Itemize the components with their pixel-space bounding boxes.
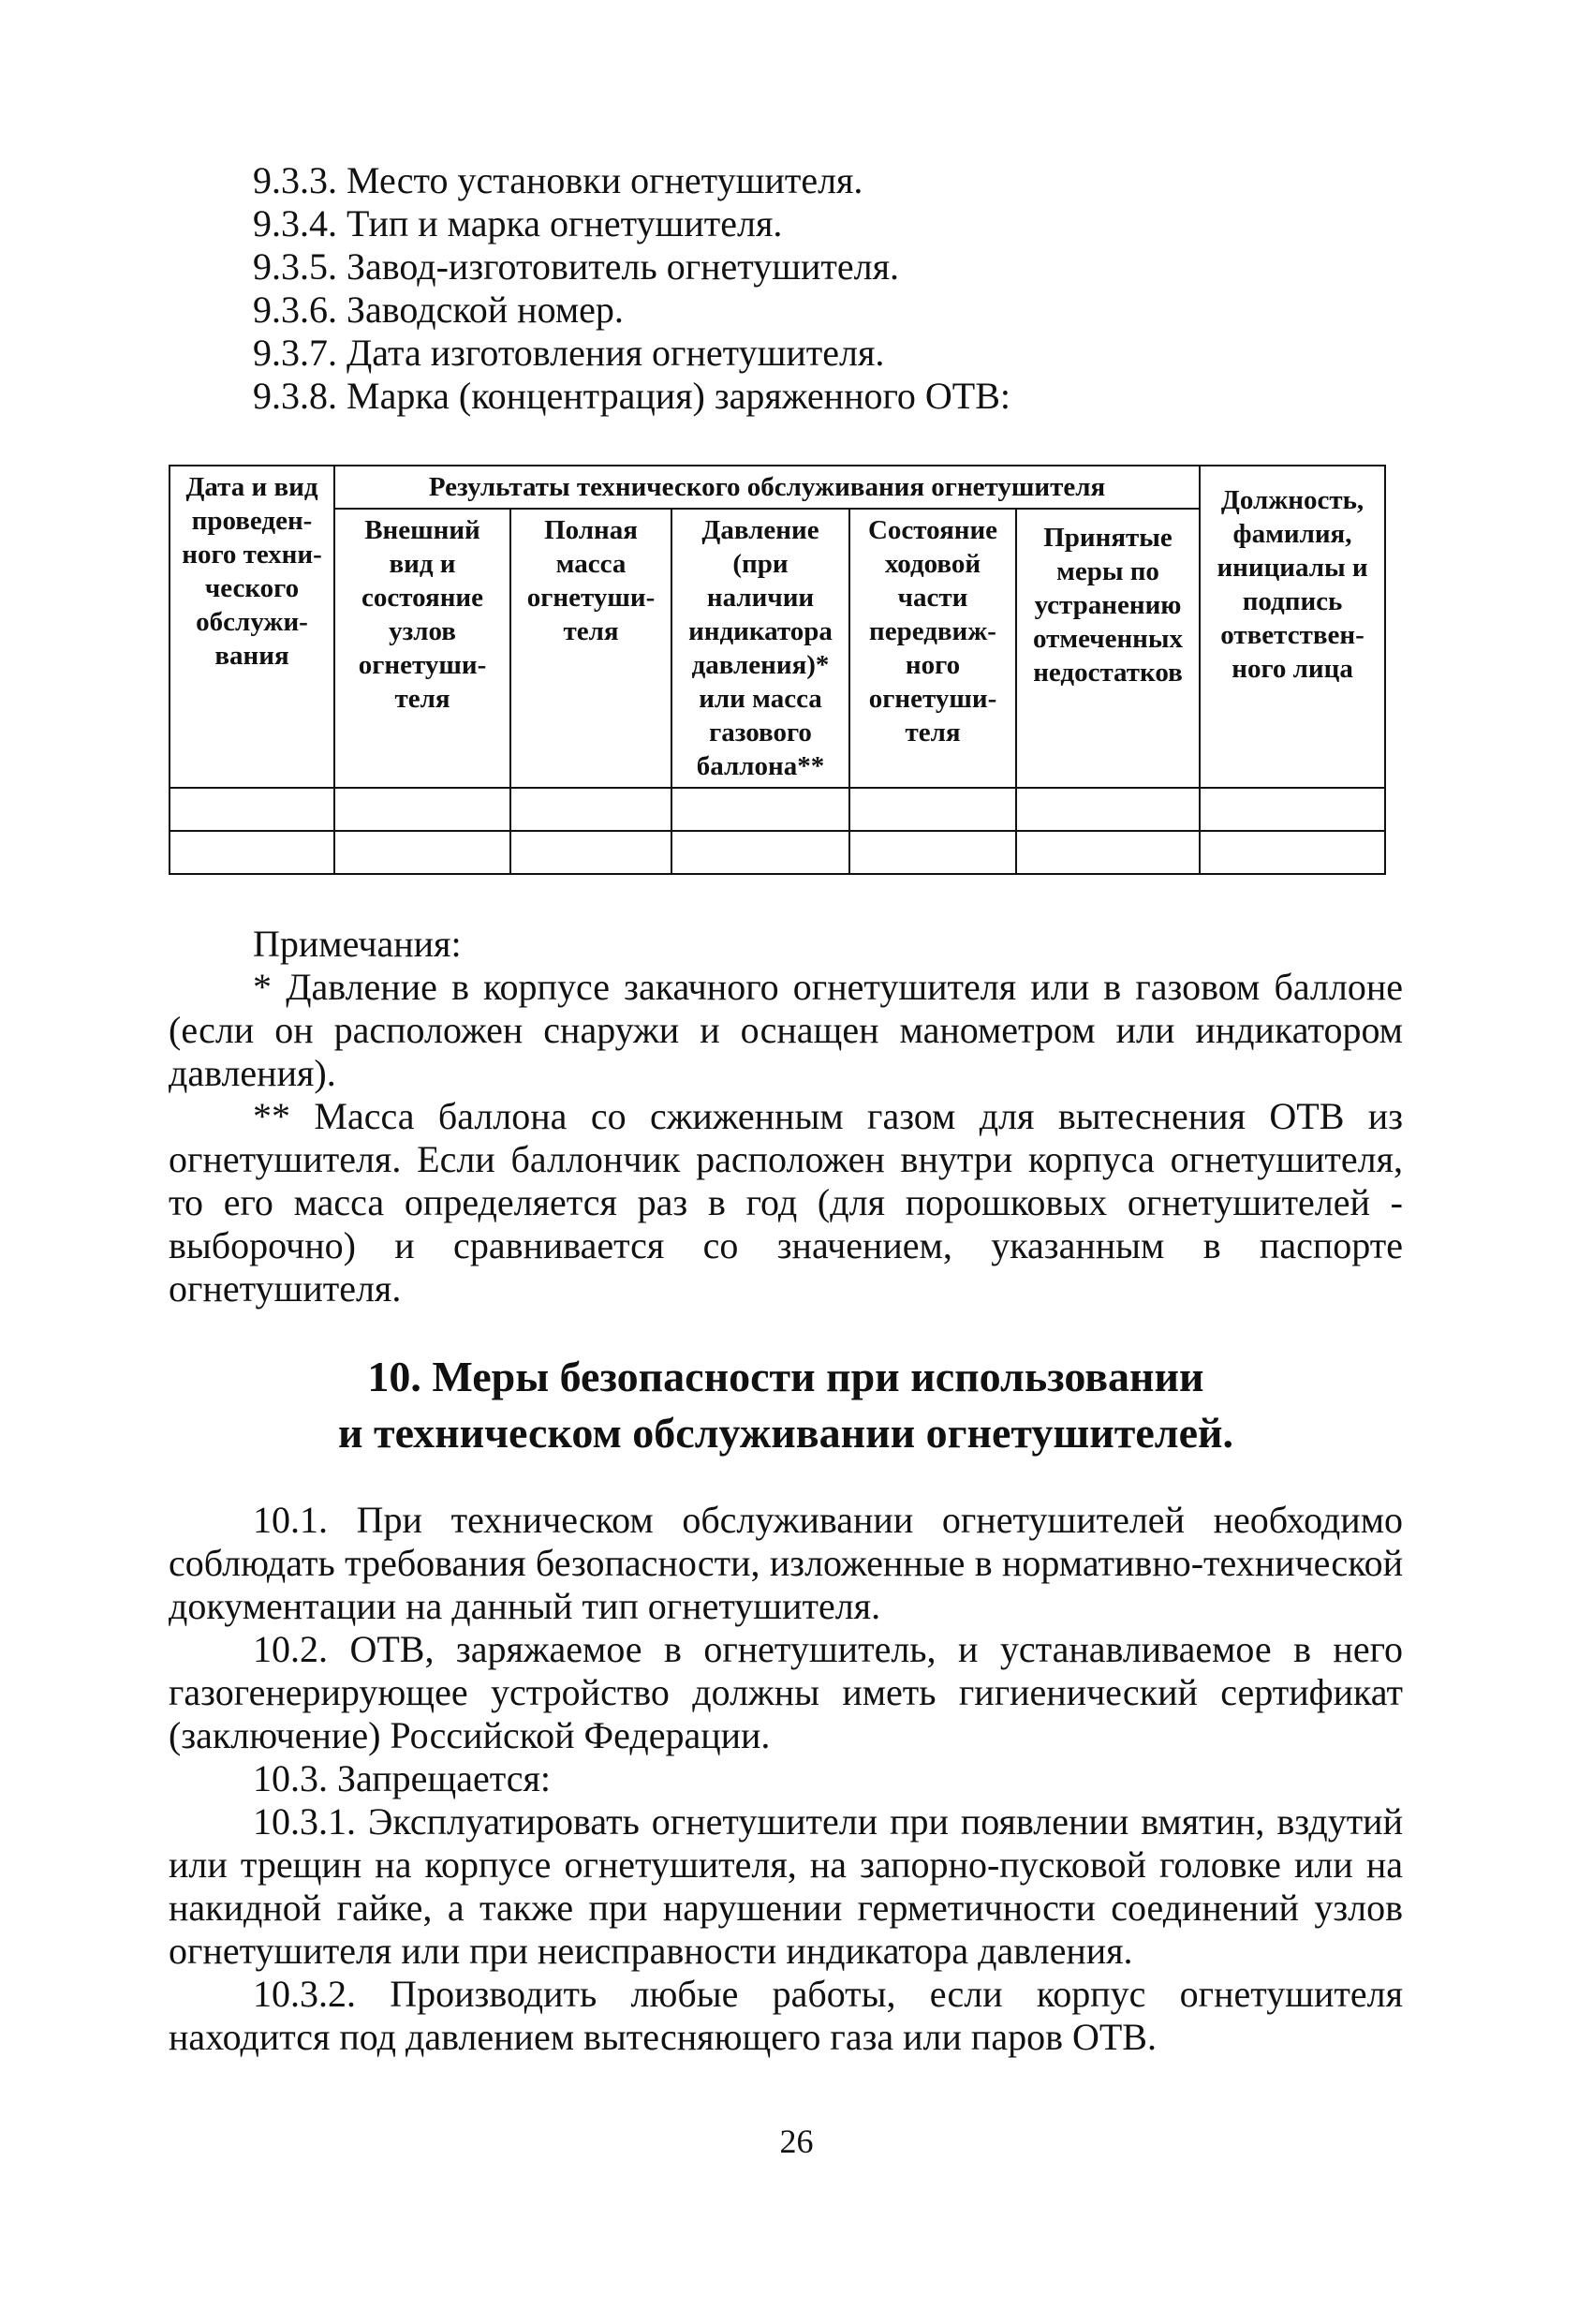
- paragraph-10-3-1: 10.3.1. Эксплуатировать огнетушители при появлении вмятин, вздутий или трещин на корпусе огнетушителя, на запорно-пусковой головке или на накидной гайке, а также при нарушении герметичности соединений узлов огнетушителя или при неисправности индикатора давления.: [169, 1800, 1403, 1972]
- list-item: 9.3.5. Завод-изготовитель огнетушителя.: [253, 245, 900, 288]
- table-cell: [1016, 788, 1200, 831]
- table-row: [170, 831, 1385, 874]
- safety-section: [169, 1499, 1403, 2059]
- header-chassis: Состояние ходовой части передвиж- ного огнетуши- теля: [849, 509, 1016, 788]
- section-heading: [169, 1349, 1403, 1461]
- table-cell: [510, 788, 671, 831]
- header-measures: Принятые меры по устранению отмеченных недостатков: [1016, 509, 1200, 788]
- list-item: 9.3.6. Заводской номер.: [253, 289, 624, 331]
- table-cell: [334, 831, 510, 874]
- header-exterior: Внешний вид и состояние узлов огнетуши- теля: [334, 509, 510, 788]
- page-number: 26: [779, 2123, 814, 2160]
- header-date: Дата и вид проведен- ного техни- ческого обслужи- вания: [170, 466, 334, 788]
- paragraph-10-2: 10.2. ОТВ, заряжаемое в огнетушитель, и устанавливаемое в него газогенерирующее устройство должны иметь гигиенический сертификат (заключение) Российской Федерации.: [169, 1628, 1403, 1756]
- requirements-list: [253, 159, 1010, 418]
- table-cell: [170, 788, 334, 831]
- notes-title: Примечания:: [253, 923, 462, 965]
- table-row: [170, 788, 1385, 831]
- list-item: 9.3.8. Марка (концентрация) заряженного ОТВ:: [253, 375, 1011, 417]
- note-cylinder-mass: ** Масса баллона со сжиженным газом для вытеснения ОТВ из огнетушителя. Если баллончик расположен внутри корпуса огнетушителя, то его масса определяется раз в год (для порошковых огнетушителей - выборочно) и сравнивается со значением, указанным в паспорте огнетушителя.: [169, 1095, 1403, 1310]
- maintenance-table: [169, 465, 1386, 875]
- table-cell: [334, 788, 510, 831]
- heading-line-2: и техническом обслуживании огнетушителей.: [337, 1409, 1233, 1457]
- table-cell: [1016, 831, 1200, 874]
- paragraph-10-1: 10.1. При техническом обслуживании огнетушителей необходимо соблюдать требования безопасности, изложенные в нормативно-технической документации на данный тип огнетушителя.: [169, 1499, 1403, 1627]
- list-item: 9.3.3. Место установки огнетушителя.: [253, 159, 863, 201]
- notes-section: [169, 923, 1403, 1310]
- heading-line-1: 10. Меры безопасности при использовании: [367, 1353, 1204, 1400]
- table-cell: [849, 788, 1016, 831]
- table-cell: [1200, 788, 1385, 831]
- table-cell: [510, 831, 671, 874]
- header-pressure: Давление (при наличии индикатора давления)* или масса газового баллона**: [671, 509, 849, 788]
- table-cell: [170, 831, 334, 874]
- note-pressure: * Давление в корпусе закачного огнетушителя или в газовом баллоне (если он расположен снаружи и оснащен манометром или индикатором давления).: [169, 966, 1403, 1094]
- header-mass: Полная масса огнетуши- теля: [510, 509, 671, 788]
- paragraph-10-3-2: 10.3.2. Производить любые работы, если корпус огнетушителя находится под давлением вытесняющего газа или паров ОТВ.: [169, 1973, 1403, 2058]
- table-cell: [671, 788, 849, 831]
- paragraph-10-3: 10.3. Запрещается:: [253, 1757, 551, 1799]
- table-cell: [849, 831, 1016, 874]
- header-signature: Должность, фамилия, инициалы и подпись ответствен- ного лица: [1200, 466, 1385, 788]
- table-cell: [1200, 831, 1385, 874]
- list-item: 9.3.4. Тип и марка огнетушителя.: [253, 202, 783, 244]
- list-item: 9.3.7. Дата изготовления огнетушителя.: [253, 332, 885, 374]
- table-cell: [671, 831, 849, 874]
- header-results: Результаты технического обслуживания огнетушителя: [334, 466, 1200, 509]
